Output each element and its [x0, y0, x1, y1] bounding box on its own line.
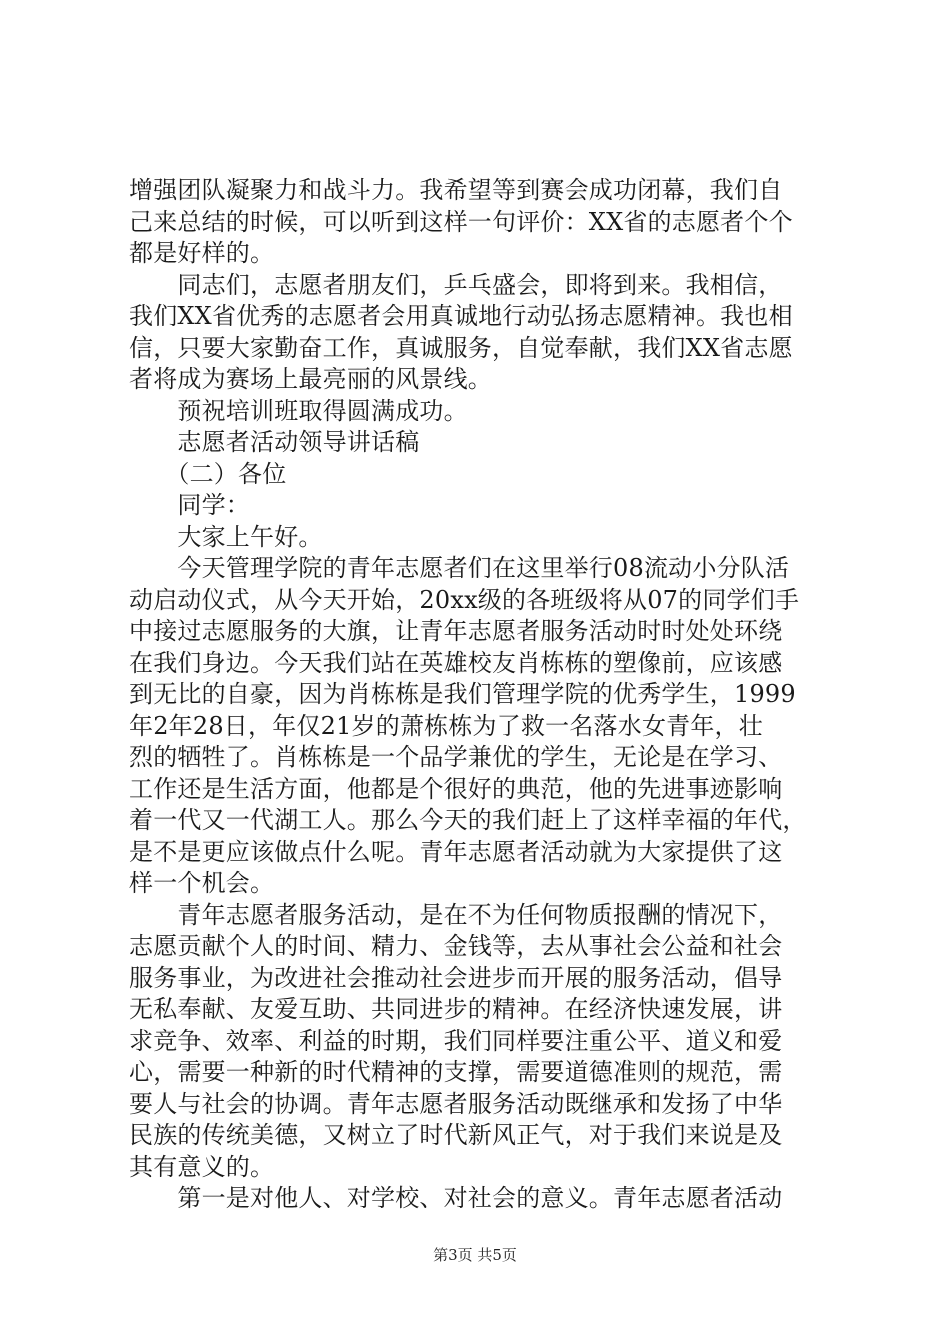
text-line: 第一是对他人、对学校、对社会的意义。青年志愿者活动	[129, 1184, 783, 1212]
text-line: 志愿者活动领导讲话稿	[129, 428, 420, 456]
text-line: 增强团队凝聚力和战斗力。我希望等到赛会成功闭幕，我们自	[129, 176, 783, 204]
text-line: 服务事业，为改进社会推动社会进步而开展的服务活动，倡导	[129, 963, 783, 992]
text-line: 今天管理学院的青年志愿者们在这里举行08流动小分队活	[129, 554, 790, 582]
text-line: 者将成为赛场上最亮丽的风景线。	[129, 365, 492, 393]
text-line: 动启动仪式，从今天开始，20xx级的各班级将从07的同学们手	[129, 585, 800, 614]
text-line: 工作还是生活方面，他都是个很好的典范，他的先进事迹影响	[129, 774, 783, 803]
text-line: 我们XX省优秀的志愿者会用真诚地行动弘扬志愿精神。我也相	[129, 302, 793, 330]
text-line: 样一个机会。	[129, 869, 275, 897]
text-line: 无私奉献、友爱互助、共同进步的精神。在经济快速发展，讲	[129, 995, 783, 1023]
text-line: 都是好样的。	[129, 239, 275, 267]
page-number-footer: 第3页 共5页	[433, 1246, 517, 1264]
text-line: 信，只要大家勤奋工作，真诚服务，自觉奉献，我们XX省志愿	[129, 333, 793, 362]
text-line: 到无比的自豪，因为肖栋栋是我们管理学院的优秀学生，1999	[129, 680, 796, 708]
text-line: 志愿贡献个人的时间、精力、金钱等，去从事社会公益和社会	[129, 932, 783, 960]
text-line: 民族的传统美德，又树立了时代新风正气，对于我们来说是及	[129, 1121, 783, 1149]
text-line: 求竞争、效率、利益的时期，我们同样要注重公平、道义和爱	[129, 1026, 783, 1055]
text-line: 要人与社会的协调。青年志愿者服务活动既继承和发扬了中华	[129, 1089, 783, 1118]
text-line: 己来总结的时候，可以听到这样一句评价：XX省的志愿者个个	[129, 207, 793, 236]
text-line: 大家上午好。	[129, 522, 323, 551]
text-line: 着一代又一代湖工人。那么今天的我们赶上了这样幸福的年代，	[129, 806, 807, 834]
text-line: 预祝培训班取得圆满成功。	[129, 396, 468, 425]
text-line: 在我们身边。今天我们站在英雄校友肖栋栋的塑像前，应该感	[129, 648, 783, 677]
text-line: 年2年28日，年仅21岁的萧栋栋为了救一名落水女青年，壮	[129, 711, 763, 740]
text-line: 其有意义的。	[129, 1152, 275, 1181]
text-line: （二）各位	[129, 459, 287, 488]
text-line: 中接过志愿服务的大旗，让青年志愿者服务活动时时处处环绕	[129, 617, 783, 645]
text-line: 青年志愿者服务活动，是在不为任何物质报酬的情况下，	[129, 900, 783, 929]
text-line: 烈的牺牲了。肖栋栋是一个品学兼优的学生，无论是在学习、	[129, 743, 783, 771]
text-line: 是不是更应该做点什么呢。青年志愿者活动就为大家提供了这	[129, 837, 783, 866]
text-line: 同学：	[129, 491, 250, 519]
text-line: 心，需要一种新的时代精神的支撑，需要道德准则的规范，需	[129, 1058, 783, 1086]
document-body	[129, 175, 839, 1215]
text-line: 同志们，志愿者朋友们，乒乓盛会，即将到来。我相信，	[129, 270, 783, 299]
